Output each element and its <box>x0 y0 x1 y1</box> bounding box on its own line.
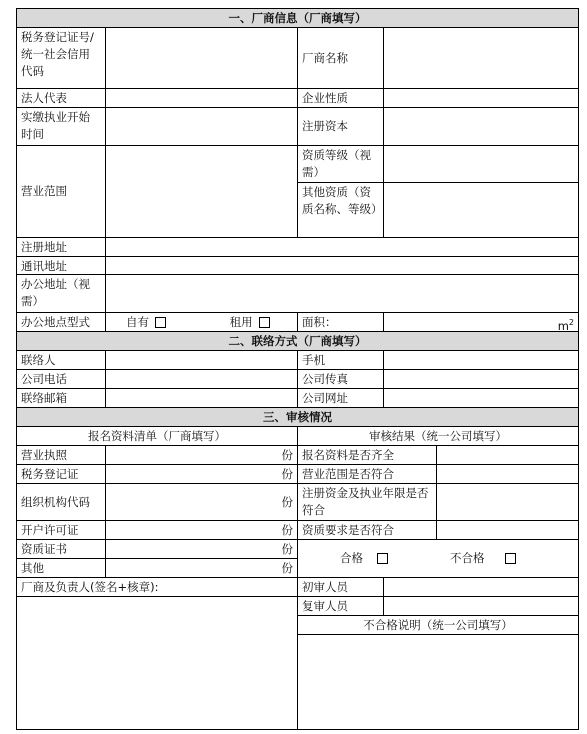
item-label: 开户许可证 <box>17 521 106 540</box>
item-label: 组织机构代码 <box>17 484 106 521</box>
section1-header: 一、厂商信息（厂商填写） <box>17 9 578 28</box>
email-label: 联络邮箱 <box>17 389 106 408</box>
fail-label: 不合格 <box>450 551 485 565</box>
business-scope-label: 营业范围 <box>17 146 106 238</box>
vendor-name-label: 厂商名称 <box>298 28 384 89</box>
reg-capital-field[interactable] <box>384 108 578 146</box>
company-type-label: 企业性质 <box>298 89 384 108</box>
tax-id-field[interactable] <box>106 28 298 89</box>
item-count-field[interactable] <box>106 559 298 578</box>
signature-label: 厂商及负责人(签名+核章): <box>17 578 298 597</box>
website-field[interactable] <box>384 389 578 408</box>
fail-note-title: 不合格说明（统一公司填写） <box>298 616 578 635</box>
other-qual-field[interactable] <box>384 183 578 238</box>
office-type-label: 办公地点型式 <box>17 313 106 332</box>
mail-address-label: 通讯地址 <box>17 257 106 275</box>
check-result-field[interactable] <box>437 521 578 540</box>
section2-header: 二、联络方式（厂商填写） <box>17 332 578 351</box>
list-title: 报名资料清单（厂商填写） <box>17 427 298 446</box>
area-unit: m <box>557 318 569 332</box>
item-count-field[interactable] <box>106 484 298 521</box>
vendor-name-field[interactable] <box>384 28 578 89</box>
first-reviewer-field[interactable] <box>384 578 578 597</box>
area-field[interactable] <box>384 313 578 332</box>
practice-start-label: 实缴执业开始时间 <box>17 108 106 146</box>
mobile-field[interactable] <box>384 351 578 370</box>
item-unit: 份 <box>281 523 293 537</box>
check-label: 资质要求是否符合 <box>298 521 437 540</box>
check-result-field[interactable] <box>437 484 578 521</box>
pass-fail-row <box>298 540 578 578</box>
reg-capital-label: 注册资本 <box>298 108 384 146</box>
office-type-options <box>106 313 298 332</box>
check-label: 注册资金及执业年限是否符合 <box>298 484 437 521</box>
other-qual-label: 其他资质（资质名称、等级） <box>298 183 384 238</box>
reg-address-field[interactable] <box>106 238 578 257</box>
fail-checkbox[interactable] <box>505 553 516 564</box>
item-label: 资质证书 <box>17 540 106 559</box>
check-result-field[interactable] <box>437 465 578 484</box>
item-label: 税务登记证 <box>17 465 106 484</box>
area-unit-sup: 2 <box>568 318 574 327</box>
owned-checkbox[interactable] <box>155 317 166 328</box>
contact-label: 联络人 <box>17 351 106 370</box>
check-result-field[interactable] <box>437 446 578 465</box>
website-label: 公司网址 <box>298 389 384 408</box>
fax-label: 公司传真 <box>298 370 384 389</box>
reg-address-label: 注册地址 <box>17 238 106 257</box>
item-label: 其他 <box>17 559 106 578</box>
qual-level-label: 资质等级（视需） <box>298 146 384 183</box>
item-count-field[interactable] <box>106 540 298 559</box>
phone-field[interactable] <box>106 370 298 389</box>
second-reviewer-field[interactable] <box>384 597 578 616</box>
item-unit: 份 <box>281 494 293 509</box>
first-reviewer-label: 初审人员 <box>298 578 384 597</box>
result-title: 审核结果（统一公司填写） <box>298 427 578 446</box>
fax-field[interactable] <box>384 370 578 389</box>
rented-label: 租用 <box>229 315 253 329</box>
item-unit: 份 <box>281 542 293 556</box>
second-reviewer-label: 复审人员 <box>298 597 384 616</box>
mobile-label: 手机 <box>298 351 384 370</box>
fail-note-area[interactable] <box>298 635 578 729</box>
item-count-field[interactable] <box>106 446 298 465</box>
vendor-registration-form <box>16 8 579 730</box>
phone-label: 公司电话 <box>17 370 106 389</box>
item-unit: 份 <box>281 467 293 481</box>
mail-address-field[interactable] <box>106 257 578 275</box>
company-type-field[interactable] <box>384 89 578 108</box>
pass-checkbox[interactable] <box>377 553 388 564</box>
email-field[interactable] <box>106 389 298 408</box>
item-unit: 份 <box>281 561 293 575</box>
section3-header: 三、审核情况 <box>17 408 578 427</box>
item-label: 营业执照 <box>17 446 106 465</box>
office-address-field[interactable] <box>106 275 578 313</box>
check-label: 报名资料是否齐全 <box>298 446 437 465</box>
item-count-field[interactable] <box>106 465 298 484</box>
practice-start-field[interactable] <box>106 108 298 146</box>
legal-rep-label: 法人代表 <box>17 89 106 108</box>
signature-area[interactable] <box>17 597 298 729</box>
rented-checkbox[interactable] <box>259 317 270 328</box>
tax-id-label: 税务登记证号/统一社会信用代码 <box>17 28 106 89</box>
pass-label: 合格 <box>340 551 363 565</box>
item-unit: 份 <box>281 448 293 462</box>
owned-label: 自有 <box>126 315 149 329</box>
area-label: 面积： <box>298 313 384 332</box>
legal-rep-field[interactable] <box>106 89 298 108</box>
item-count-field[interactable] <box>106 521 298 540</box>
qual-level-field[interactable] <box>384 146 578 183</box>
office-address-label: 办公地址（视需） <box>17 275 106 313</box>
contact-field[interactable] <box>106 351 298 370</box>
check-label: 营业范围是否符合 <box>298 465 437 484</box>
business-scope-field[interactable] <box>106 146 298 238</box>
